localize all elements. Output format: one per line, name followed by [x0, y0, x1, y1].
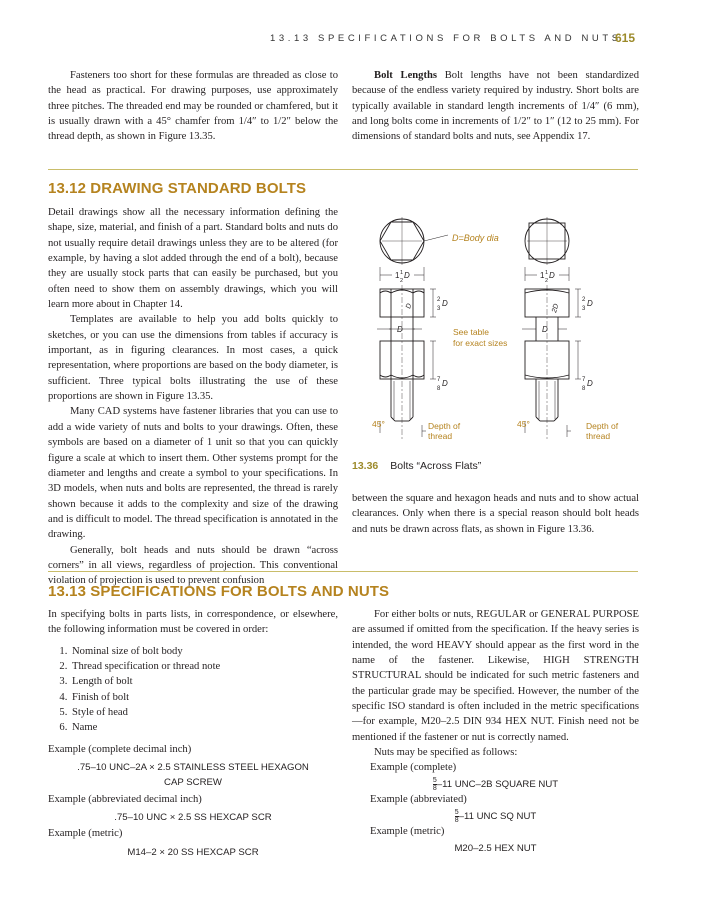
fraction-numerator: 5 [454, 808, 459, 816]
dimension-fraction-numerator: 7 [437, 377, 441, 383]
list-item: 4. Finish of bolt [70, 690, 338, 705]
example-label: Example (complete decimal inch) [48, 743, 192, 755]
intro-right-paragraph [352, 68, 639, 145]
fraction-numerator: 5 [432, 776, 437, 784]
example-code: M20–2.5 HEX NUT [454, 843, 537, 855]
figure-13-36-bolts-across-flats [352, 205, 642, 460]
shank-d-label: D [397, 325, 403, 334]
paragraph: Detail drawings show all the necessary information defining the shape, size, material, and finish of a part. Standard bolts and nuts do not usually require detail drawings unless they are to be altered (for example, by having a slot added through the end of a bolt), because they are usually stock parts that can easily be purchased, but you often need to show them on assembly drawings, which you will learn more about in Chapter 14. [48, 207, 338, 311]
body-dia-label: D=Body dia [452, 233, 499, 243]
example-label: Example (abbreviated) [370, 794, 467, 806]
dimension-fraction-numerator: 7 [582, 377, 586, 383]
dimension-fraction-denominator: 3 [437, 306, 441, 312]
dimension-whole: 1 [540, 271, 545, 280]
dimension-d-label: D [587, 379, 593, 388]
paragraph: Nuts may be specified as follows: [374, 747, 518, 759]
section-13-12-right-paragraph: between the square and hexagon heads and nuts and to show actual clearances. Only when there is a special reason should bolt heads and nuts be drawn across flats, as shown in Figure 13.36. [352, 493, 639, 535]
dimension-fraction-denominator: 8 [582, 386, 586, 392]
dimension-fraction-denominator: 8 [437, 386, 441, 392]
example-code: .75–10 UNC × 2.5 SS HEXCAP SCR [114, 812, 272, 824]
dimension-whole: 1 [395, 271, 400, 280]
intro-left-paragraph: Fasteners too short for these formulas are threaded as close to the head as practical. For drawing purposes, use approximately three pitches. The threaded end may be rounded or chamfered, but it is usually drawn with a 45° chamfer from 1/4″ to 1/2″ below the thread depth, as shown in Figure 13.35. [48, 70, 338, 143]
depth-of-thread-label: Depth of [428, 421, 461, 431]
figure-caption [352, 456, 481, 474]
head-d-label: D [405, 302, 414, 310]
page-number: 615 [615, 31, 636, 45]
dimension-fraction-denominator: 3 [582, 306, 586, 312]
list-item: 2. Thread specification or thread note [70, 659, 338, 674]
paragraph: Many CAD systems have fastener libraries that you can use to add a wide variety of nuts and bolts to your drawings. Often, these symbols are based on a diameter of 1 unit so that you can quickly figure a scale at which to insert them. Other systems prompt for the diameter and lengths and create a symbol to your specifications. In 3D models, when nuts and bolts are represented, the thread is rarely shown because it adds to the complexity and size of the drawing and is difficult to model. The thread specification is annotated in the drawing. [48, 406, 338, 541]
list-item: 5. Style of head [70, 705, 338, 720]
depth-of-thread-label: Depth of [586, 421, 619, 431]
paragraph: Generally, bolt heads and nuts should be drawn “across corners” in all views, regardless of projection. This conventional violation of projection is used to prevent confusion [48, 544, 338, 587]
example-label: Example (metric) [48, 828, 123, 840]
dimension-fraction-denominator: 2 [545, 278, 549, 284]
example-code [352, 777, 639, 792]
list-item: 6. Name [70, 720, 338, 735]
shank-d-label: D [542, 325, 548, 334]
paragraph: In specifying bolts in parts lists, in correspondence, or elsewhere, the following information must be covered in order: [48, 609, 338, 636]
section-divider-bottom [48, 571, 638, 572]
example-code-text: –11 UNC–2B SQUARE NUT [436, 778, 559, 790]
section-13-12-left-column [48, 205, 338, 589]
bolt-lengths-text: Bolt lengths have not been standardized because of the endless variety required by industry. Short bolts are typically available in standard length increments of 1/4″ (6 mm), and long bolts come in increments of 1/2″ to 1″ (12 to 25 mm). For dimensions of standard bolts and nuts, see Appendix 17. [352, 70, 639, 143]
example-label: Example (complete) [370, 762, 457, 774]
dimension-d-label: D [587, 299, 593, 308]
example-code: .75–10 UNC–2A × 2.5 STAINLESS STEEL HEXAGON [77, 762, 309, 774]
example-code: CAP SCREW [164, 777, 222, 789]
dimension-fraction-numerator: 1 [400, 270, 404, 276]
list-item: 1. Nominal size of bolt body [70, 644, 338, 659]
dimension-fraction-numerator: 2 [437, 297, 441, 303]
fraction-denominator: 8 [432, 784, 437, 792]
example-code-text: –11 UNC SQ NUT [458, 810, 537, 822]
dimension-d-label: D [442, 379, 448, 388]
section-title-13-12: 13.12 DRAWING STANDARD BOLTS [48, 180, 307, 197]
see-table-label: See table [453, 327, 489, 337]
example-label: Example (abbreviated decimal inch) [48, 793, 202, 805]
example-code [352, 809, 639, 824]
bolt-lengths-heading: Bolt Lengths [374, 70, 438, 81]
dimension-d-label: D [442, 299, 448, 308]
hex-head-end-view [380, 217, 424, 265]
dimension-fraction-numerator: 1 [545, 270, 549, 276]
dimension-fraction-denominator: 2 [400, 278, 404, 284]
head-2d-label: 2D [551, 303, 561, 314]
specification-list [48, 644, 338, 736]
list-item: 3. Length of bolt [70, 674, 338, 689]
dimension-d-label: D [549, 271, 555, 280]
section-13-13-left-column [48, 607, 338, 860]
figure-number: 13.36 [352, 460, 379, 472]
dimension-fraction-numerator: 2 [582, 297, 586, 303]
running-head: 13.13 SPECIFICATIONS FOR BOLTS AND NUTS [270, 33, 622, 44]
angle-label: 45° [372, 419, 385, 429]
section-13-13-right-column [352, 607, 639, 857]
fraction-denominator: 8 [454, 816, 459, 824]
section-title-13-13: 13.13 SPECIFICATIONS FOR BOLTS AND NUTS [48, 583, 390, 600]
square-head-end-view [525, 217, 569, 265]
paragraph: For either bolts or nuts, REGULAR or GENERAL PURPOSE are assumed if omitted from the specification. If the heavy series is intended, the word HEAVY should appear as the first word in the name of the fastener. Likewise, HIGH STRENGTH STRUCTURAL should be indicated for such metric fasteners and the particular grade may be specified. However, the number of the specific ISO standard is often included in the metric specifications—for example, M20–2.5 DIN 934 HEX NUT. Finish need not be mentioned if the fastener or nut is correctly named. [352, 609, 639, 743]
paragraph: Templates are available to help you add bolts quickly to sketches, or you can use the dimensions from tables if accuracy is important, as in figuring clearances. In most cases, a quick representation, where proportions are based on the body diameter, is sufficient. Three typical bolts illustrating the use of these proportions are shown in Figure 13.35. [48, 314, 338, 403]
example-label: Example (metric) [370, 825, 445, 837]
angle-label: 45° [517, 419, 530, 429]
figure-caption-text: Bolts “Across Flats” [390, 460, 482, 472]
depth-of-thread-label: thread [586, 431, 611, 441]
dimension-d-label: D [404, 271, 410, 280]
depth-of-thread-label: thread [428, 431, 453, 441]
see-table-label: for exact sizes [453, 338, 508, 348]
example-code: M14–2 × 20 SS HEXCAP SCR [127, 846, 259, 858]
section-divider-top [48, 169, 638, 170]
